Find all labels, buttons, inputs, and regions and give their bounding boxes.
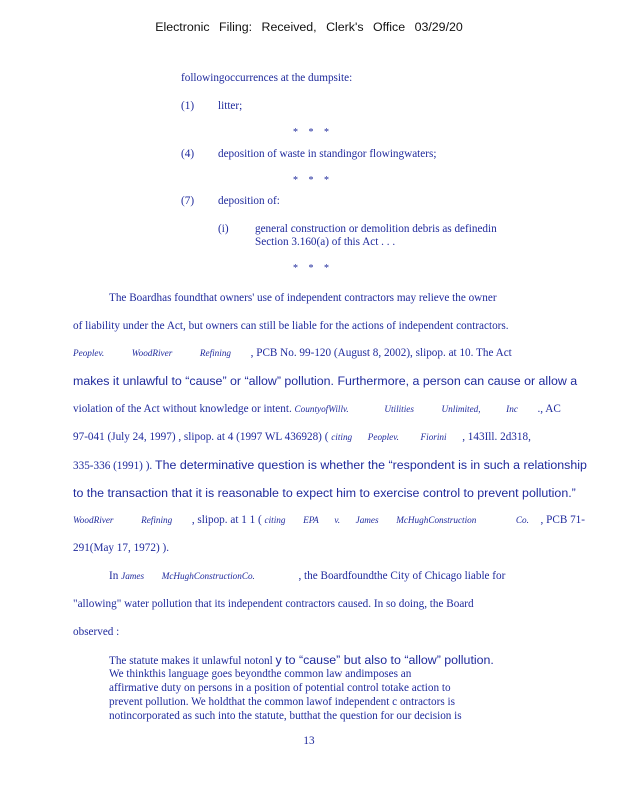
citation-italic: Peoplev.	[73, 348, 105, 358]
citation-italic: WoodRiver	[131, 348, 173, 358]
citation-italic: McHughConstruction	[396, 515, 477, 525]
citation-text: , slipop. at 1 1 (	[191, 514, 262, 526]
body-line	[73, 346, 512, 360]
citation-italic: CountyofWillv.	[294, 404, 349, 414]
statute-subitem-line: Section 3.160(a) of this Act . . .	[255, 236, 396, 248]
statute-item-text: deposition of:	[218, 195, 280, 207]
citation-italic: James	[121, 571, 145, 581]
statute-subitem-line: general construction or demolition debris as definedin	[255, 223, 497, 235]
body-line: "allowing" water pollution that its independent contractors caused. In so doing, the Board	[73, 598, 474, 610]
body-text: violation of the Act without knowledge or intent.	[73, 403, 292, 415]
ellipsis-stars: * * *	[293, 127, 333, 138]
ellipsis-stars: * * *	[293, 263, 333, 274]
body-line: to the transaction that it is reasonable to expect him to exercise control to prevent pollution.”	[73, 486, 576, 500]
body-line	[73, 513, 585, 527]
citation-italic: citing	[331, 432, 353, 442]
body-line	[73, 458, 587, 473]
ellipsis-stars: * * *	[293, 175, 333, 186]
body-text: In	[109, 570, 119, 582]
citation-italic: v.	[334, 515, 341, 525]
quote-line: affirmative duty on persons in a position of potential control totake action to	[109, 682, 451, 694]
body-line	[109, 569, 505, 583]
citation-text: , 143Ill. 2d318,	[462, 431, 531, 443]
citation-italic: Utilities	[384, 404, 414, 414]
statute-item-text: deposition of waste in standingor flowingwaters;	[218, 148, 437, 160]
citation-text: , PCB 71-	[540, 514, 585, 526]
citation-italic: Peoplev.	[367, 432, 399, 442]
quote-line	[109, 653, 494, 668]
quote-text: The statute makes it unlawful notonl	[109, 655, 273, 667]
statute-item-label: (7)	[181, 195, 195, 207]
citation-italic: EPA	[303, 515, 319, 525]
citation-text: 97-041 (July 24, 1997) , slipop. at 4 (1997 WL 436928) (	[73, 431, 329, 443]
citation-italic: citing	[264, 515, 286, 525]
statute-item-label: (4)	[181, 148, 195, 160]
body-line: of liability under the Act, but owners can still be liable for the actions of independent contractors.	[73, 320, 509, 332]
statute-intro: followingoccurrences at the dumpsite:	[181, 72, 353, 84]
statute-item-label: (1)	[181, 100, 195, 112]
quote-line: notincorporated as such into the statute, butthat the question for our decision is	[109, 710, 462, 722]
citation-italic: McHughConstructionCo.	[161, 571, 255, 581]
body-text: The determinative question is whether the “respondent is in such a relationship	[155, 458, 587, 472]
body-line	[73, 430, 531, 444]
quote-line: prevent pollution. We holdthat the common lawof independent c ontractors is	[109, 696, 455, 708]
citation-text: ., AC	[537, 403, 561, 415]
quote-text: y to “cause” but also to “allow” pollution.	[275, 653, 494, 667]
statute-item-text: litter;	[218, 100, 243, 112]
body-line: makes it unlawful to “cause” or “allow” pollution. Furthermore, a person can cause or allow a	[73, 374, 578, 388]
citation-italic: WoodRiver	[73, 515, 114, 525]
citation-italic: Unlimited,	[441, 404, 481, 414]
filing-header: Electronic Filing: Received, Clerk's Office 03/29/20	[155, 20, 463, 34]
citation-italic: James	[355, 515, 379, 525]
statute-subitem-label: (i)	[218, 223, 229, 235]
citation-italic: Fiorini	[420, 432, 447, 442]
page-number: 13	[303, 735, 315, 747]
citation-italic: Refining	[141, 515, 173, 525]
body-line: The Boardhas foundthat owners' use of independent contractors may relieve the owner	[109, 292, 497, 304]
citation-italic: Refining	[199, 348, 232, 358]
citation-italic: Co.	[515, 515, 529, 525]
citation-text: 335-336 (1991) ).	[73, 460, 153, 472]
body-line: observed :	[73, 626, 120, 638]
citation-text: , PCB No. 99-120 (August 8, 2002), slipop. at 10. The Act	[250, 347, 512, 359]
body-line: 291(May 17, 1972) ).	[73, 542, 170, 554]
citation-italic: Inc	[506, 404, 518, 414]
body-text: , the Boardfoundthe City of Chicago liable for	[298, 570, 506, 582]
body-line	[73, 402, 561, 416]
quote-line: We thinkthis language goes beyondthe common law andimposes an	[109, 668, 412, 680]
